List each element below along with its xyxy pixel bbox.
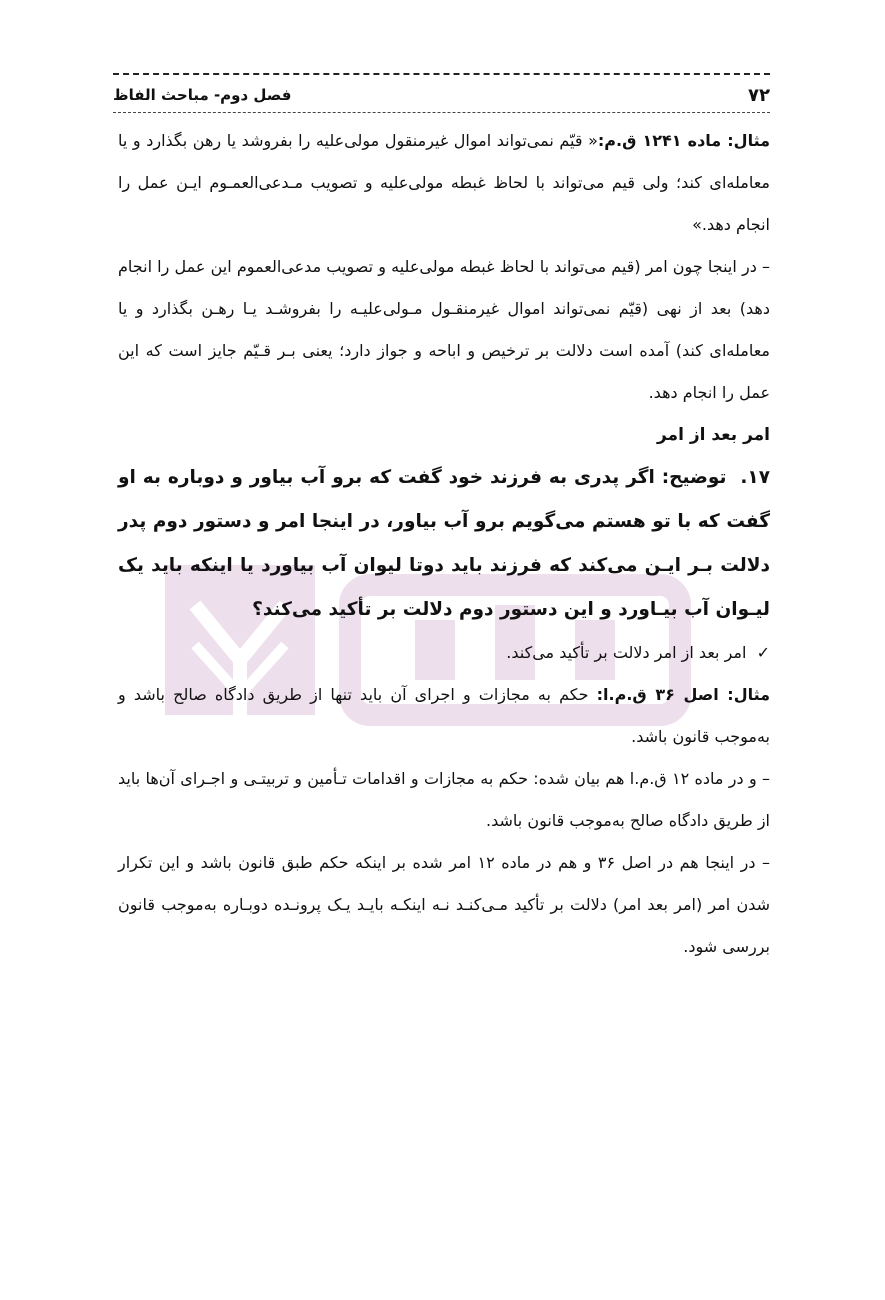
paragraph-2: – و در ماده ۱۲ ق.م.ا هم بیان شده: حکم به مجازات و اقدامات تـأمین و تربیتـی و اجـرای آن‌ها باید از طریق دادگاه صالح به‌موجب قانون باشد. bbox=[118, 769, 771, 830]
question-17 bbox=[118, 456, 770, 632]
answer bbox=[118, 632, 770, 674]
header-top-rule bbox=[113, 73, 770, 75]
page-header bbox=[113, 80, 770, 110]
example-1 bbox=[118, 120, 770, 246]
section-heading: امر بعد از امر bbox=[656, 425, 770, 445]
example-2-label: مثال: اصل ۳۶ ق.م.ا: bbox=[596, 685, 771, 704]
example-2 bbox=[118, 674, 770, 758]
example-1-label: مثال: ماده ۱۲۴۱ ق.م: bbox=[597, 131, 771, 150]
chapter-title: فصل دوم- مباحث الفاظ bbox=[113, 86, 292, 104]
page-body bbox=[118, 120, 770, 968]
question-number: ۱۷. bbox=[740, 467, 770, 488]
checkmark-icon: ✓ bbox=[756, 643, 770, 662]
paragraph-1: – در اینجا چون امر (قیم می‌تواند با لحاظ غبطه مولی‌علیه و تصویب مدعی‌العموم این عمل را انجام دهد) بعد از نهی (قیّم نمی‌تواند اموال غیرمنقـول مـولی‌علیـه را بفروشـد یـا رهـن بگذارد و یا معامله‌ای کند) آمده است دلالت بر ترخیص و اباحه و جواز دارد؛ یعنی بـر قـیّم جایز است که این عمل را انجام دهد. bbox=[118, 257, 770, 402]
example-1-text: « قیّم نمی‌تواند اموال غیرمنقول مولی‌علیه را بفروشد یا رهن بگذارد و یا معامله‌ای کند؛ ولی قیم می‌تواند با لحاظ غبطه مولی‌علیه و تصویب مـدعی‌العمـوم ایـن عمل را انجام دهد.» bbox=[118, 131, 770, 234]
question-text: توضیح: اگر پدری به فرزند خود گفت که برو آب بیاور و دوباره به او گفت که با تو هستم می‌گویم برو آب بیاور، در اینجا امر و دستور دوم پدر دلالت بـر ایـن می‌کند که فرزند باید دوتا لیوان آب بیاورد یا اینکه باید یک لیـوان آب بیـاورد و این دستور دوم دلالت بر تأکید می‌کند؟ bbox=[118, 467, 770, 620]
paragraph-3: – در اینجا هم در اصل ۳۶ و هم در ماده ۱۲ امر شده بر اینکه حکم طبق قانون باشد و این تکرار شدن امر (امر بعد امر) دلالت بر تأکید مـی‌کنـد نـه اینکـه بایـد یـک پرونـده دوبـاره به‌موجب قانون بررسی شود. bbox=[118, 853, 770, 956]
answer-text: امر بعد از امر دلالت بر تأکید می‌کند. bbox=[506, 643, 747, 662]
header-bottom-rule bbox=[113, 112, 770, 113]
example-2-text: حکم به مجازات و اجرای آن باید تنها از طریق دادگاه صالح باشد و به‌موجب قانون باشد. bbox=[118, 685, 770, 746]
page-number: ۷۲ bbox=[748, 84, 770, 106]
